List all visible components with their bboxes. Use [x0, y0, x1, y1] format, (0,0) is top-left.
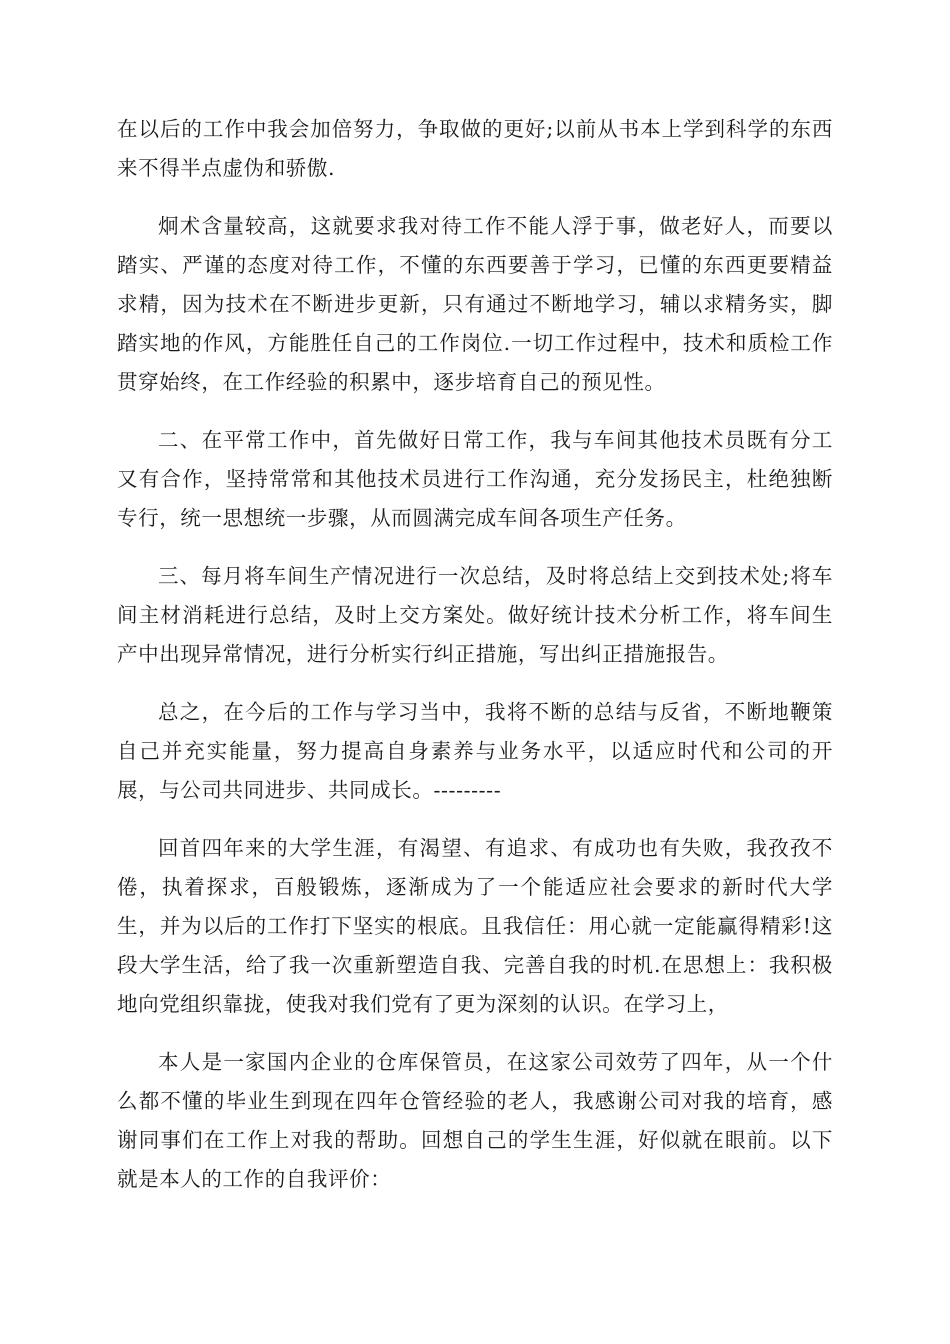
paragraph-2: 炯术含量较高，这就要求我对待工作不能人浮于事，做老好人，而要以踏实、严谨的态度对待工作，不懂的东西要善于学习，已懂的东西更要精益求精，因为技术在不断进步更新，只有通过不断地学习，辅以求精务实，脚踏实地的作风，方能胜任自己的工作岗位.一切工作过程中，技术和质检工作贯穿始终，在工作经验的积累中，逐步培育自己的预见性。 [117, 214, 833, 394]
paragraph-3: 二、在平常工作中，首先做好日常工作，我与车间其他技术员既有分工又有合作，坚持常常和其他技术员进行工作沟通，充分发扬民主，杜绝独断专行，统一思想统一步骤，从而圆满完成车间各项生产任务。 [117, 428, 833, 530]
paragraph-1: 在以后的工作中我会加倍努力，争取做的更好;以前从书本上学到科学的东西来不得半点虚伪和骄傲. [117, 117, 833, 180]
paragraph-5: 总之，在今后的工作与学习当中，我将不断的总结与反省，不断地鞭策自己并充实能量，努力提高自身素养与业务水平，以适应时代和公司的开展，与公司共同进步、共同成长。--------- [117, 700, 833, 802]
paragraph-6: 回首四年来的大学生涯，有渴望、有追求、有成功也有失败，我孜孜不倦，执着探求，百般锻炼，逐渐成为了一个能适应社会要求的新时代大学生，并为以后的工作打下坚实的根底。且我信任：用心就一定能赢得精彩!这段大学生活，给了我一次重新塑造自我、完善自我的时机.在思想上：我积极地向党组织靠拢，使我对我们党有了更为深刻的认识。在学习上， [117, 836, 833, 1016]
document-body [117, 110, 833, 1218]
paragraph-4: 三、每月将车间生产情况进行一次总结，及时将总结上交到技术处;将车间主材消耗进行总结，及时上交方案处。做好统计技术分析工作，将车间生产中出现异常情况，进行分析实行纠正措施，写出纠正措施报告。 [117, 564, 833, 666]
paragraph-7: 本人是一家国内企业的仓库保管员，在这家公司效劳了四年，从一个什么都不懂的毕业生到现在四年仓管经验的老人，我感谢公司对我的培育，感谢同事们在工作上对我的帮助。回想自己的学生生涯，好似就在眼前。以下就是本人的工作的自我评价： [117, 1050, 833, 1191]
